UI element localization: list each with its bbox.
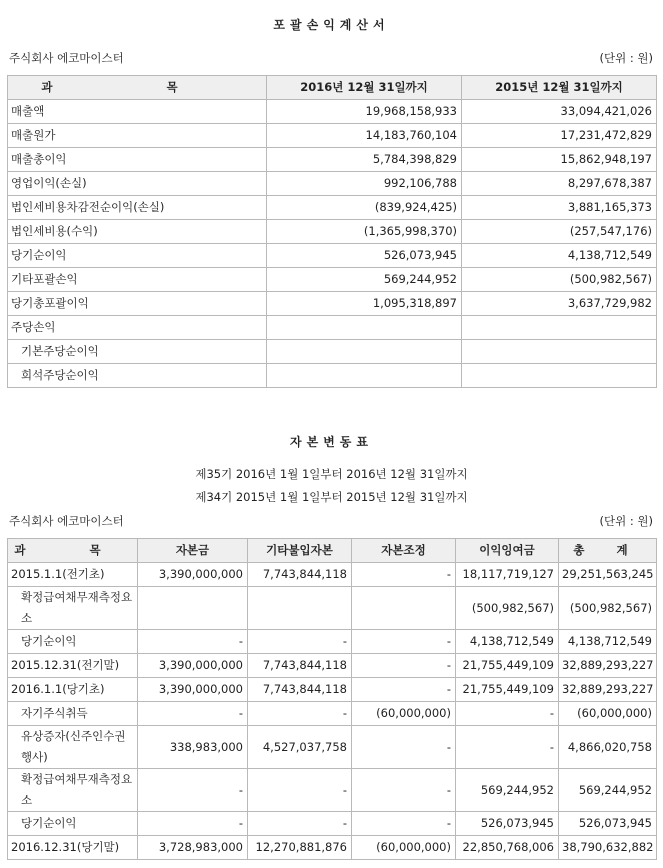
value-2016: (1,365,998,370) <box>267 220 462 244</box>
equity-company-name: 주식회사 에코마이스터 <box>9 514 124 528</box>
adjustment-value: - <box>352 726 456 769</box>
row-label: 법인세비용(수익) <box>8 220 267 244</box>
value-2016: 992,106,788 <box>267 172 462 196</box>
row-label: 당기순이익 <box>8 630 138 654</box>
row-label: 당기순이익 <box>8 812 138 836</box>
value-2016: (839,924,425) <box>267 196 462 220</box>
other-paid-in-value: 7,743,844,118 <box>248 654 352 678</box>
capital-value: - <box>138 769 248 812</box>
adjustment-value: - <box>352 678 456 702</box>
other-paid-in-value: - <box>248 702 352 726</box>
row-label: 영업이익(손실) <box>8 172 267 196</box>
retained-value: 21,755,449,109 <box>456 654 559 678</box>
capital-value: 3,390,000,000 <box>138 654 248 678</box>
adjustment-value: - <box>352 769 456 812</box>
total-value: 29,251,563,245 <box>559 563 657 587</box>
other-paid-in-value: - <box>248 630 352 654</box>
other-paid-in-value: - <box>248 812 352 836</box>
table-row <box>8 268 657 292</box>
retained-value: - <box>456 702 559 726</box>
equity-header-retained: 이익잉여금 <box>456 539 559 563</box>
value-2015: 15,862,948,197 <box>462 148 657 172</box>
equity-statement-table <box>7 538 657 860</box>
table-row <box>8 630 657 654</box>
retained-value: 4,138,712,549 <box>456 630 559 654</box>
table-row <box>8 563 657 587</box>
table-row <box>8 587 657 630</box>
retained-value: - <box>456 726 559 769</box>
income-statement-table <box>7 75 657 388</box>
other-paid-in-value: 7,743,844,118 <box>248 563 352 587</box>
table-row <box>8 148 657 172</box>
retained-value: 18,117,719,127 <box>456 563 559 587</box>
value-2015 <box>462 316 657 340</box>
value-2015: 33,094,421,026 <box>462 100 657 124</box>
total-value: 4,866,020,758 <box>559 726 657 769</box>
row-label: 법인세비용차감전순이익(손실) <box>8 196 267 220</box>
table-row <box>8 292 657 316</box>
equity-header-capital: 자본금 <box>138 539 248 563</box>
table-row <box>8 654 657 678</box>
income-statement-title: 포괄손익계산서 <box>273 18 390 32</box>
value-2015: 17,231,472,829 <box>462 124 657 148</box>
period-34: 제34기 2015년 1월 1일부터 2015년 12월 31일까지 <box>195 490 468 504</box>
row-label: 확정급여채무재측정요소 <box>8 587 138 630</box>
table-row <box>8 364 657 388</box>
equity-header-total: 총 계 <box>559 539 657 563</box>
retained-value: 526,073,945 <box>456 812 559 836</box>
total-value: (500,982,567) <box>559 587 657 630</box>
total-value: 569,244,952 <box>559 769 657 812</box>
table-row <box>8 836 657 860</box>
income-header-2015: 2015년 12월 31일까지 <box>462 76 657 100</box>
row-label: 당기총포괄이익 <box>8 292 267 316</box>
retained-value: 569,244,952 <box>456 769 559 812</box>
total-value: 526,073,945 <box>559 812 657 836</box>
income-header-2016: 2016년 12월 31일까지 <box>267 76 462 100</box>
value-2015: (257,547,176) <box>462 220 657 244</box>
other-paid-in-value: 7,743,844,118 <box>248 678 352 702</box>
row-label: 당기순이익 <box>8 244 267 268</box>
value-2016 <box>267 316 462 340</box>
income-header-item: 과 목 <box>8 76 267 100</box>
row-label: 매출액 <box>8 100 267 124</box>
value-2015: (500,982,567) <box>462 268 657 292</box>
table-row <box>8 196 657 220</box>
value-2016: 19,968,158,933 <box>267 100 462 124</box>
capital-value: - <box>138 812 248 836</box>
table-row <box>8 812 657 836</box>
equity-unit-label: (단위 : 원) <box>599 514 653 528</box>
table-row <box>8 769 657 812</box>
capital-value: - <box>138 630 248 654</box>
value-2015: 4,138,712,549 <box>462 244 657 268</box>
adjustment-value: (60,000,000) <box>352 836 456 860</box>
other-paid-in-value: - <box>248 769 352 812</box>
retained-value: 21,755,449,109 <box>456 678 559 702</box>
row-label: 주당손익 <box>8 316 267 340</box>
table-row <box>8 702 657 726</box>
retained-value: (500,982,567) <box>456 587 559 630</box>
value-2016 <box>267 340 462 364</box>
value-2015: 3,881,165,373 <box>462 196 657 220</box>
total-value: 32,889,293,227 <box>559 678 657 702</box>
adjustment-value: (60,000,000) <box>352 702 456 726</box>
value-2015: 8,297,678,387 <box>462 172 657 196</box>
table-row <box>8 172 657 196</box>
equity-header-item: 과 목 <box>8 539 138 563</box>
capital-value: - <box>138 702 248 726</box>
capital-value: 338,983,000 <box>138 726 248 769</box>
total-value: 4,138,712,549 <box>559 630 657 654</box>
table-row <box>8 220 657 244</box>
value-2016: 5,784,398,829 <box>267 148 462 172</box>
total-value: 38,790,632,882 <box>559 836 657 860</box>
row-label: 기타포괄손익 <box>8 268 267 292</box>
table-row <box>8 678 657 702</box>
table-row <box>8 124 657 148</box>
value-2015 <box>462 364 657 388</box>
row-label: 2016.1.1(당기초) <box>8 678 138 702</box>
row-label: 2016.12.31(당기말) <box>8 836 138 860</box>
capital-value: 3,390,000,000 <box>138 563 248 587</box>
capital-value: 3,390,000,000 <box>138 678 248 702</box>
adjustment-value: - <box>352 563 456 587</box>
row-label: 매출원가 <box>8 124 267 148</box>
adjustment-value: - <box>352 654 456 678</box>
adjustment-value: - <box>352 630 456 654</box>
total-value: (60,000,000) <box>559 702 657 726</box>
period-35: 제35기 2016년 1월 1일부터 2016년 12월 31일까지 <box>195 467 468 481</box>
capital-value: 3,728,983,000 <box>138 836 248 860</box>
income-unit-label: (단위 : 원) <box>599 51 653 65</box>
other-paid-in-value: 4,527,037,758 <box>248 726 352 769</box>
row-label: 희석주당순이익 <box>8 364 267 388</box>
value-2016: 14,183,760,104 <box>267 124 462 148</box>
value-2015: 3,637,729,982 <box>462 292 657 316</box>
retained-value: 22,850,768,006 <box>456 836 559 860</box>
other-paid-in-value: 12,270,881,876 <box>248 836 352 860</box>
value-2016: 526,073,945 <box>267 244 462 268</box>
row-label: 2015.1.1(전기초) <box>8 563 138 587</box>
table-row <box>8 316 657 340</box>
row-label: 매출총이익 <box>8 148 267 172</box>
total-value: 32,889,293,227 <box>559 654 657 678</box>
row-label: 기본주당순이익 <box>8 340 267 364</box>
equity-header-other-paid-in: 기타불입자본 <box>248 539 352 563</box>
row-label: 자기주식취득 <box>8 702 138 726</box>
income-company-name: 주식회사 에코마이스터 <box>9 51 124 65</box>
table-row <box>8 340 657 364</box>
table-row <box>8 244 657 268</box>
equity-statement-title: 자본변동표 <box>290 435 373 449</box>
capital-value <box>138 587 248 630</box>
value-2016: 569,244,952 <box>267 268 462 292</box>
value-2016: 1,095,318,897 <box>267 292 462 316</box>
value-2015 <box>462 340 657 364</box>
row-label: 유상증자(신주인수권행사) <box>8 726 138 769</box>
value-2016 <box>267 364 462 388</box>
table-row <box>8 100 657 124</box>
row-label: 2015.12.31(전기말) <box>8 654 138 678</box>
adjustment-value <box>352 587 456 630</box>
adjustment-value: - <box>352 812 456 836</box>
row-label: 확정급여채무재측정요소 <box>8 769 138 812</box>
other-paid-in-value <box>248 587 352 630</box>
equity-header-adjustment: 자본조정 <box>352 539 456 563</box>
table-row <box>8 726 657 769</box>
